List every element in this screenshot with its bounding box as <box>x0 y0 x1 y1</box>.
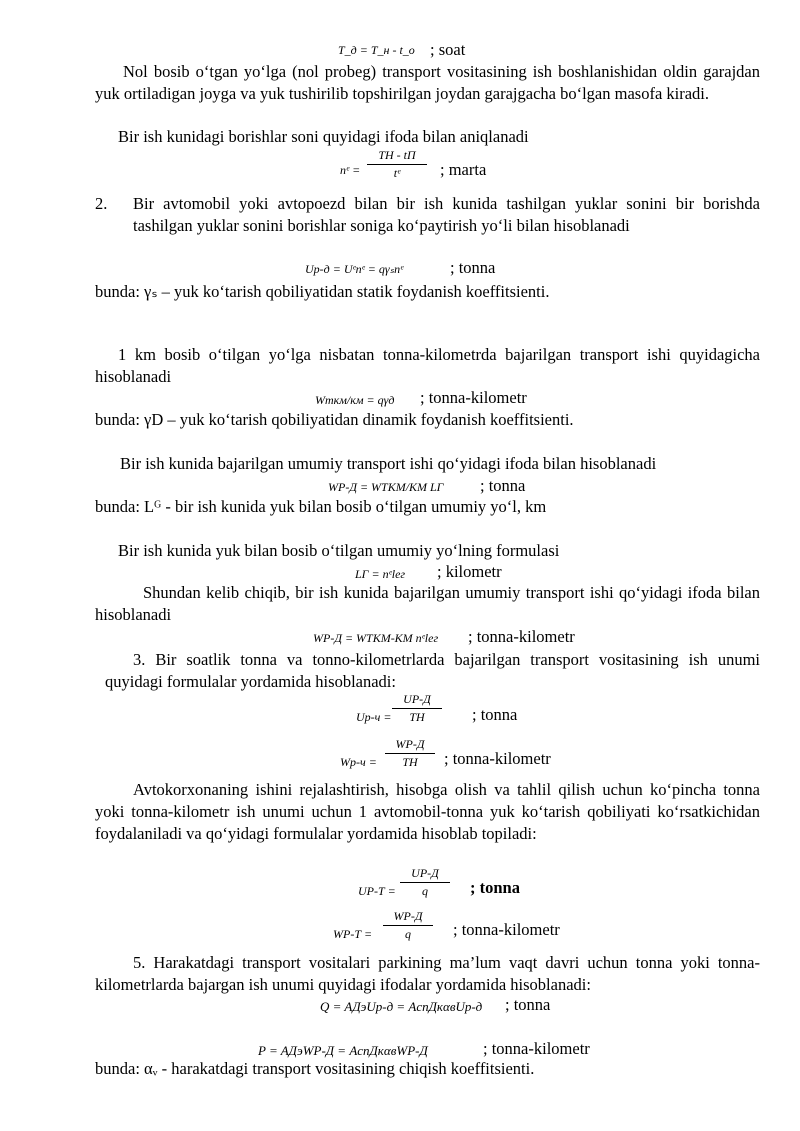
formula-daily-tonnage: Uр-д = Uᵉnᵉ = qγₛnᵉ <box>305 262 404 276</box>
formula-unit-tonna: ; tonna <box>505 995 551 1014</box>
definition-output-coefficient: bunda: αᵥ - harakatdagi transport vositasining chiqish koeffitsienti. <box>95 1059 535 1078</box>
formula-trip-count-fraction <box>367 148 427 181</box>
paragraph-transport-work-derived: Shundan kelib chiqib, bir ish kunida bajarilgan umumiy transport ishi qo‘yidagi ifoda bilan hisoblanadi <box>95 583 760 624</box>
paragraph-trip-count-intro: Bir ish kunidagi borishlar soni quyidagi ifoda bilan aniqlanadi <box>118 127 529 146</box>
formula-fleet-transport-work: P = AДэWР-Д = AспДкαвWР-Д <box>258 1043 428 1058</box>
formula-hourly-tonna-lhs: Uр-ч = <box>356 710 392 724</box>
fraction-denominator: q <box>405 927 411 941</box>
formula-per-ton-tkm-lhs: WР-Т = <box>333 927 373 941</box>
formula-hourly-tkm-fraction <box>385 737 435 770</box>
paragraph-hourly-productivity: 3. Bir soatlik tonna va tonno-kilometrlarda bajarilgan transport vositasining ish unumi quyidagi formulalar yordamida hisoblanadi: <box>105 650 760 691</box>
formula-total-distance: LГ = nᵉlег <box>355 567 406 581</box>
formula-unit-tonna-kilometr: ; tonna-kilometr <box>468 627 575 646</box>
fraction-numerator: UР-Д <box>392 692 442 709</box>
fraction-numerator: UР-Д <box>400 866 450 883</box>
formula-unit-tonna: ; tonna <box>472 705 518 724</box>
formula-unit-tonna: ; tonna <box>470 878 520 897</box>
paragraph-planning: Avtokorxonaning ishini rejalashtirish, hisobga olish va tahlil qilish uchun ko‘pincha tonna yoki tonna-kilometr ish unumi uchun 1 avtomobil-tonna yuk ko‘tarish qobiliyati ko‘rsatkichidan foydalaniladi va qo‘yidagi formulalar yordamida hisoblab topiladi: <box>95 780 760 843</box>
formula-per-ton-tonna-lhs: UР-Т = <box>358 884 396 898</box>
formula-transport-work-derived: WР-Д = WТКМ-КМ nᵉlег <box>313 631 439 645</box>
paragraph-fleet-productivity: 5. Harakatdagi transport vositalari parkining ma’lum vaqt davri uchun tonna yoki tonna-kilometrlarda bajargan ish unumi quyidagi ifodalar yordamida hisoblanadi: <box>95 953 760 994</box>
formula-unit-tonna-kilometr: ; tonna-kilometr <box>483 1039 590 1058</box>
fraction-denominator: q <box>422 884 428 898</box>
formula-hourly-tkm-lhs: Wр-ч = <box>340 755 377 769</box>
formula-per-ton-tkm-fraction <box>383 909 433 942</box>
list-item-number-2: 2. <box>95 194 108 213</box>
paragraph-tkm-per-km: 1 km bosib o‘tilgan yo‘lga nisbatan tonna-kilometrda bajarilgan transport ishi quyidagicha hisoblanadi <box>95 345 760 386</box>
fraction-denominator: tᵉ <box>393 166 401 180</box>
definition-static-coefficient: bunda: γₛ – yuk ko‘tarish qobiliyatidan statik foydanish koeffitsienti. <box>95 282 550 301</box>
formula-time-on-route: T_д = T_н - t_о <box>338 43 415 57</box>
formula-unit-marta: ; marta <box>440 160 487 179</box>
formula-unit-tonna-kilometr: ; tonna-kilometr <box>453 920 560 939</box>
formula-fleet-tonnage: Q = AДэUр-д = AспДкαвUр-д <box>320 999 483 1014</box>
fraction-denominator: TН <box>409 710 425 724</box>
formula-per-ton-tonna-fraction <box>400 866 450 899</box>
formula-unit-tonna: ; tonna <box>450 258 496 277</box>
formula-unit-tonna: ; tonna <box>480 476 526 495</box>
fraction-numerator: TН - tП <box>367 148 427 165</box>
fraction-numerator: WР-Д <box>383 909 433 926</box>
fraction-numerator: WР-Д <box>385 737 435 754</box>
formula-trip-count-lhs: nᵉ = <box>340 163 361 177</box>
formula-unit-soat: ; soat <box>430 40 466 59</box>
formula-hourly-tonna-fraction <box>392 692 442 725</box>
definition-total-distance: bunda: Lᴳ - bir ish kunida yuk bilan bosib o‘tilgan umumiy yo‘l, km <box>95 497 547 516</box>
formula-unit-tonna-kilometr: ; tonna-kilometr <box>420 388 527 407</box>
formula-daily-transport-work: WР-Д = WТКМ/КМ LГ <box>328 480 444 494</box>
paragraph-nol-probeg: Nol bosib o‘tgan yo‘lga (nol probeg) transport vositasining ish boshlanishidan oldin garajdan yuk ortiladigan joyga va yuk tushirilib topshirilgan joydan garajgacha bo‘lgan masofa kiradi. <box>95 62 760 103</box>
definition-dynamic-coefficient: bunda: γD – yuk ko‘tarish qobiliyatidan dinamik foydanish koeffitsienti. <box>95 410 574 429</box>
paragraph-total-distance-formula: Bir ish kunida yuk bilan bosib o‘tilgan umumiy yo‘lning formulasi <box>118 541 560 560</box>
formula-unit-tonna-kilometr: ; tonna-kilometr <box>444 749 551 768</box>
fraction-denominator: TН <box>402 755 418 769</box>
formula-unit-kilometr: ; kilometr <box>437 562 502 581</box>
list-item-2-text: Bir avtomobil yoki avtopoezd bilan bir ish kunida tashilgan yuklar sonini bir borishda tashilgan yuklar sonini borishlar soniga ko‘paytirish yo‘li bilan hisoblanadi <box>133 194 760 235</box>
paragraph-daily-transport-work: Bir ish kunida bajarilgan umumiy transport ishi qo‘yidagi ifoda bilan hisoblanadi <box>120 454 657 473</box>
formula-tkm-per-km: Wткм/км = qγд <box>315 393 395 407</box>
